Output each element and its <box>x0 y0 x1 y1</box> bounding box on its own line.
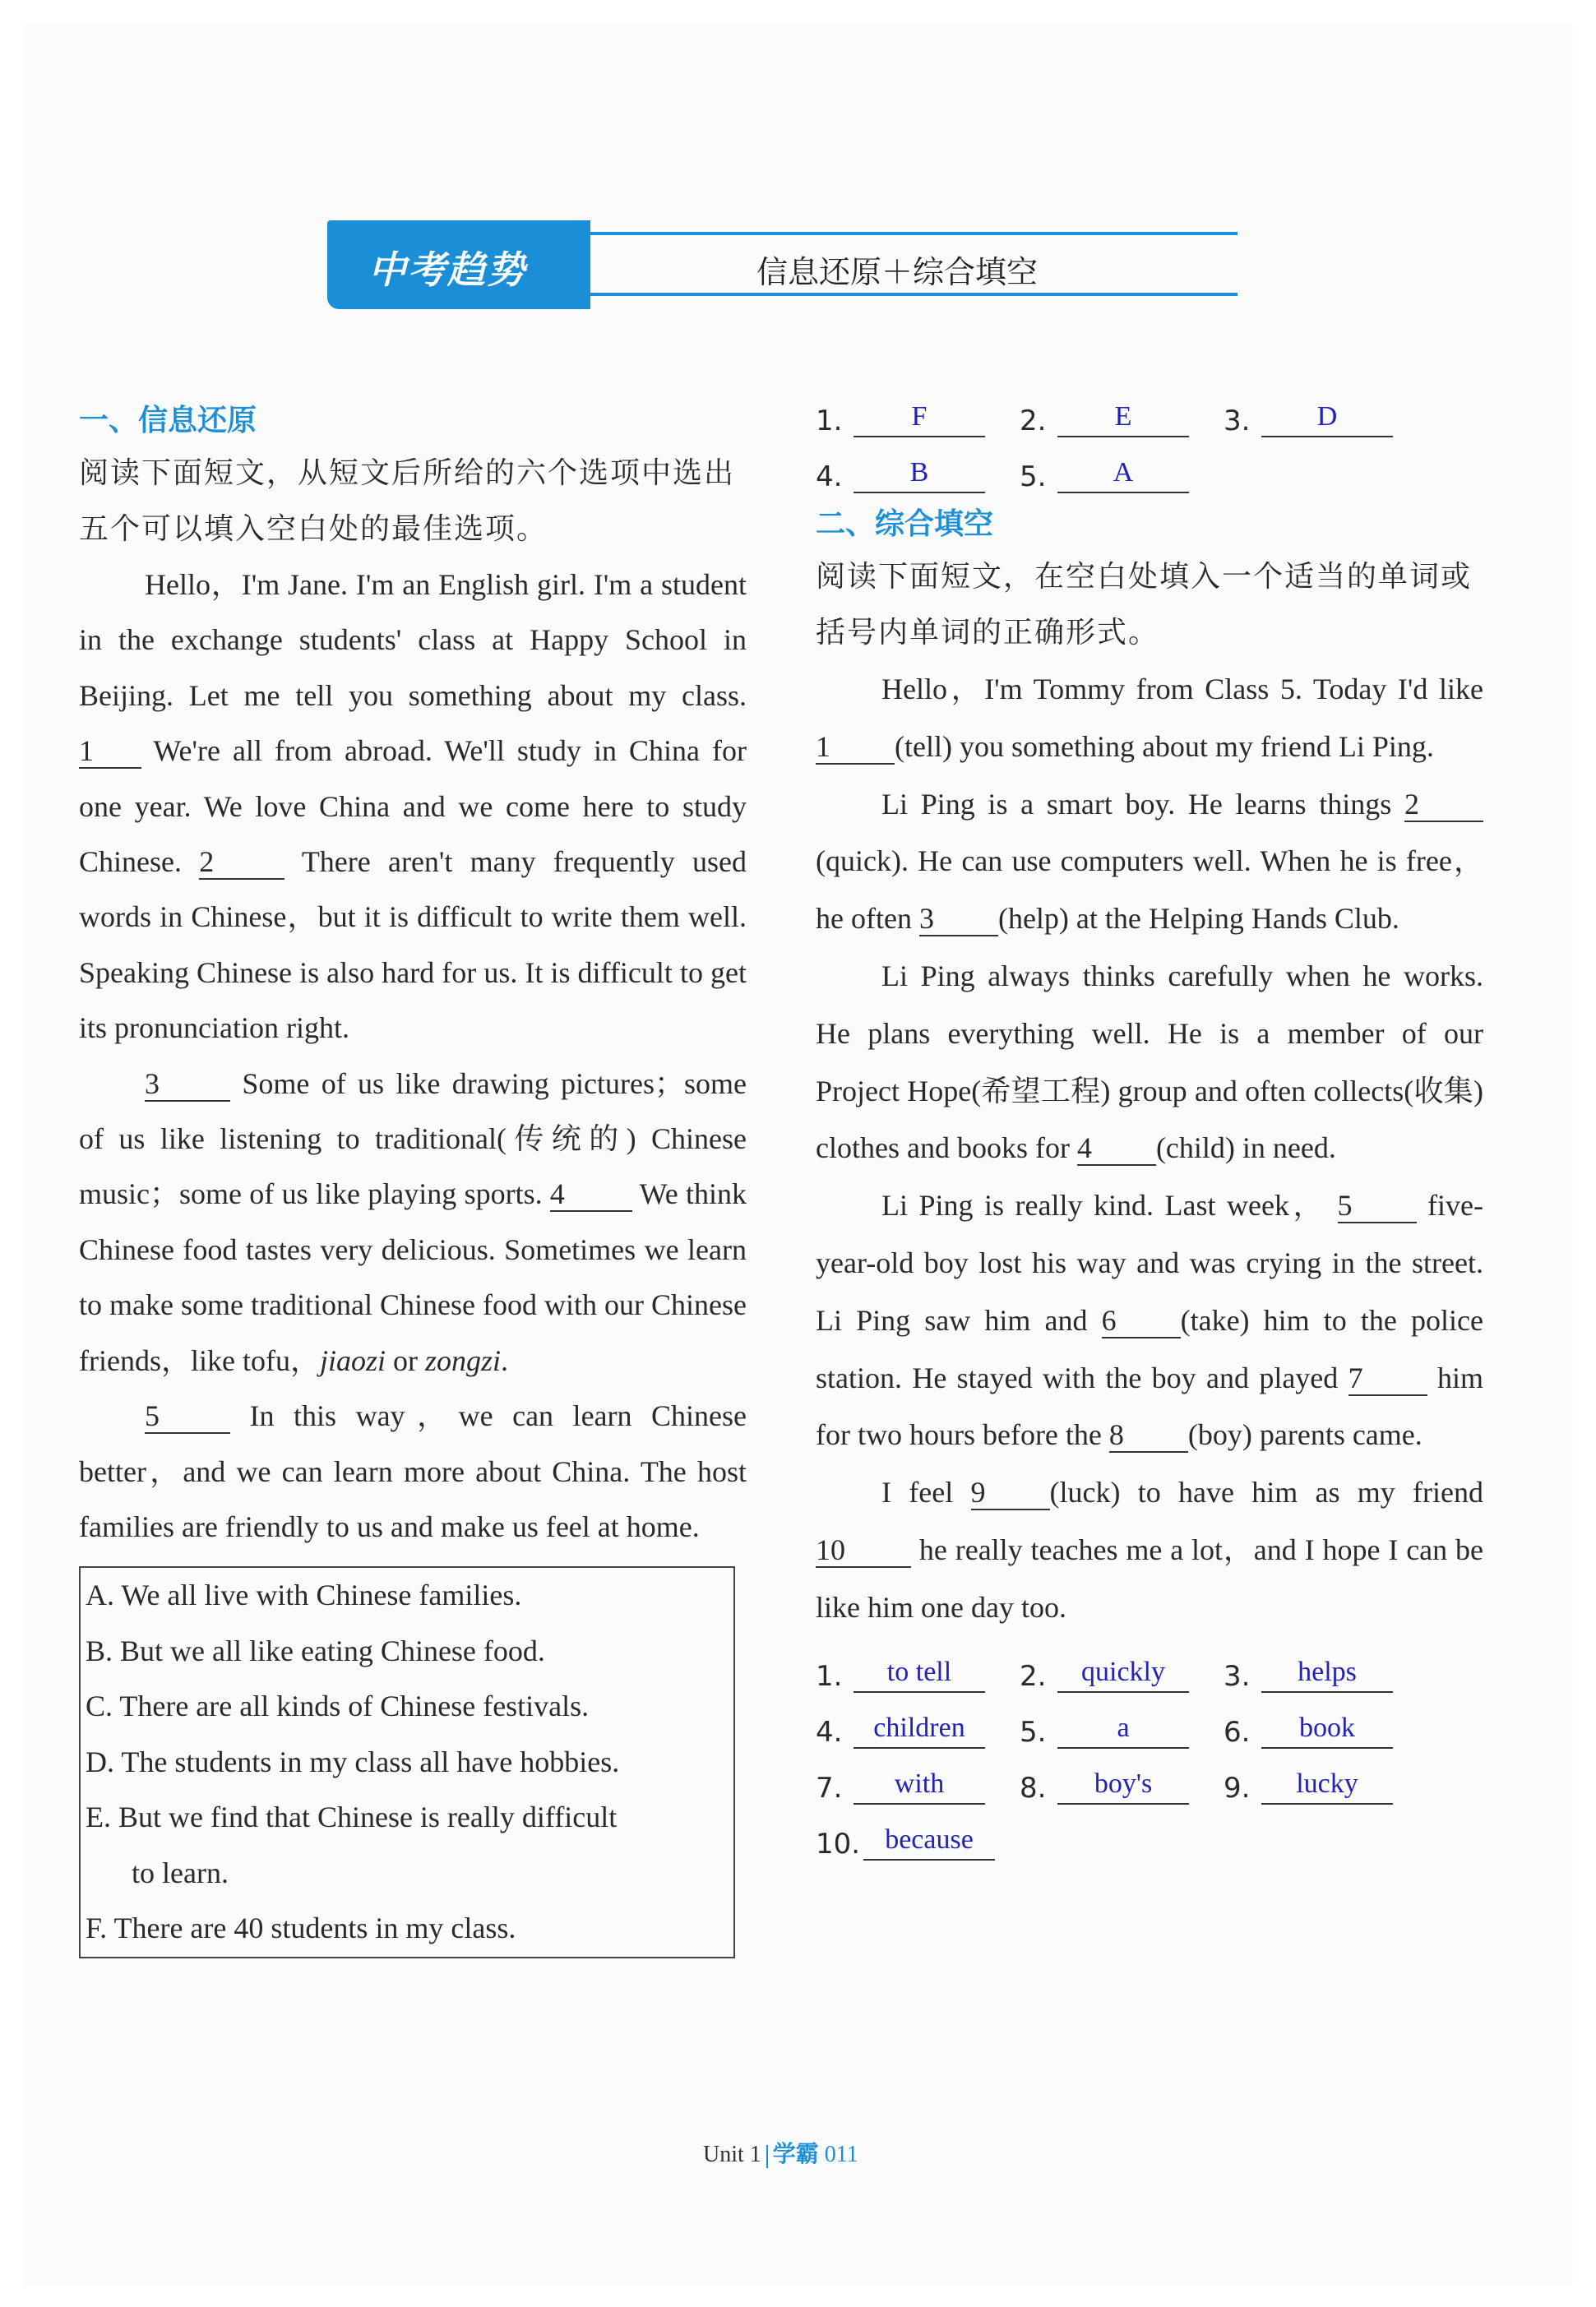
passage1-italic-jiaozi: jiaozi <box>319 1343 386 1377</box>
section1-heading: 一、信息还原 <box>79 404 257 437</box>
right-column <box>816 400 1483 1861</box>
passage2-blank-6: 6 <box>1102 1304 1181 1338</box>
answer-number: 2. <box>1020 405 1047 437</box>
passage2-paragraph2 <box>816 776 1483 948</box>
section2-answer-row <box>816 1749 1483 1805</box>
passage1-text: We're all from abroad. We'll study in China for one year. We love China and we come here to study Chinese. <box>79 734 747 879</box>
passage2-text: I feel <box>881 1476 954 1509</box>
passage1-text: Some of us like drawing pictures；some of us like listening to traditional(传统的) Chinese music；some of us like playing sports. <box>79 1066 747 1211</box>
header-tab-label: 中考趋势 <box>368 247 526 292</box>
passage1-or: or <box>385 1343 425 1377</box>
section2-answer-row <box>816 1805 1483 1861</box>
answer-number: 5. <box>1020 1715 1047 1749</box>
option-c: C. There are all kinds of Chinese festivals. <box>86 1690 590 1723</box>
answer-number: 8. <box>1020 1771 1047 1805</box>
answer-number: 2. <box>1020 1659 1047 1693</box>
passage2-blank-5: 5 <box>1338 1189 1417 1223</box>
passage2-blank-8: 8 <box>1109 1418 1188 1453</box>
header-rule-bottom <box>576 293 1237 296</box>
passage2-text: (child) in need. <box>1155 1131 1336 1165</box>
passage2-text: (tell) you something about my friend Li Ping. <box>895 729 1434 763</box>
answer-value: F <box>854 398 985 437</box>
answer-number: 4. <box>816 460 843 493</box>
passage1-text: Hello，I'm Jane. I'm an English girl. I'm a student in the exchange students' class at Happy School in Beijing. Let me tell you something about my class. <box>79 568 747 712</box>
passage2-blank-9: 9 <box>971 1476 1050 1510</box>
passage1-paragraph1 <box>79 557 747 1056</box>
answer-value: a <box>1057 1709 1189 1749</box>
answer-number: 9. <box>1224 1771 1251 1805</box>
option-a: A. We all live with Chinese families. <box>86 1579 522 1612</box>
header-tab <box>327 220 590 309</box>
option-d: D. The students in my class all have hobbies. <box>86 1745 620 1778</box>
answer-value: because <box>863 1821 995 1861</box>
section2-instructions: 阅读下面短文，在空白处填入一个适当的单词或括号内单词的正确形式。 <box>816 560 1473 650</box>
passage2-paragraph5 <box>816 1464 1483 1636</box>
answer-number: 3. <box>1224 1659 1251 1693</box>
passage1-blank-1: 1 <box>79 734 141 769</box>
section1-answer-row <box>816 437 1483 493</box>
answer-number: 1. <box>816 405 843 437</box>
section1-instructions: 阅读下面短文，从短文后所给的六个选项中选出五个可以填入空白处的最佳选项。 <box>79 456 736 546</box>
footer-unit: Unit 1 <box>703 2142 761 2167</box>
passage2-blank-10: 10 <box>816 1533 911 1568</box>
answer-value: children <box>854 1709 985 1749</box>
passage2-paragraph3 <box>816 948 1483 1177</box>
answer-value: A <box>1057 454 1189 493</box>
passage2-blank-4: 4 <box>1077 1131 1156 1166</box>
section2-heading: 二、综合填空 <box>816 507 994 541</box>
passage1-italic-zongzi: zongzi <box>424 1343 501 1377</box>
passage2-text: (luck) to have him as my friend <box>1049 1476 1484 1509</box>
option-f: F. There are 40 students in my class. <box>86 1912 516 1945</box>
answer-value: E <box>1057 398 1189 437</box>
passage2-text: (boy) parents came. <box>1187 1418 1423 1452</box>
answer-number: 1. <box>816 1659 843 1693</box>
answer-value: boy's <box>1057 1765 1189 1805</box>
header-title: 信息还原＋综合填空 <box>756 254 1039 290</box>
passage1-text: There aren't many frequently used words in Chinese，but it is difficult to write them well. Speaking Chinese is also hard for us. It is difficult to get its pronunciation right. <box>79 845 747 1045</box>
options-box <box>79 1566 735 1958</box>
footer-separator <box>766 2145 768 2168</box>
passage2-blank-2: 2 <box>1404 788 1483 822</box>
passage1-blank-2: 2 <box>199 845 285 880</box>
answer-value: helps <box>1261 1653 1393 1693</box>
answer-value: D <box>1261 398 1393 437</box>
passage2-text: Li Ping always thinks carefully when he works. He plans everything well. He is a member of our Project Hope(希望工程) group and often collects(收集) clothes and books for <box>816 959 1483 1165</box>
option-b: B. But we all like eating Chinese food. <box>86 1634 545 1667</box>
passage1-text: We think Chinese food tastes very delicious. Sometimes we learn to make some traditional Chinese food with our Chinese friends，like tofu， <box>79 1177 747 1377</box>
passage2-paragraph1 <box>816 661 1483 776</box>
section2-answer-row <box>816 1693 1483 1749</box>
footer-page-number: 011 <box>824 2142 858 2167</box>
passage1-paragraph2 <box>79 1056 747 1389</box>
option-e: E. But we find that Chinese is really difficult <box>86 1801 618 1834</box>
section1-column <box>79 400 747 1958</box>
passage2-blank-3: 3 <box>919 902 998 936</box>
passage2-blank-1: 1 <box>816 730 895 765</box>
passage1-blank-5: 5 <box>145 1399 230 1434</box>
header-rule-top <box>576 232 1237 235</box>
option-e-continued: to learn. <box>132 1856 229 1889</box>
passage2-text: (quick). He can use computers well. When he is free，he often <box>816 844 1483 936</box>
passage1-blank-4: 4 <box>550 1177 632 1212</box>
passage2-paragraph4 <box>816 1177 1483 1464</box>
answer-value: with <box>854 1765 985 1805</box>
answer-number: 6. <box>1224 1715 1251 1749</box>
passage2-blank-7: 7 <box>1349 1362 1427 1396</box>
page-footer <box>703 2136 858 2169</box>
section1-answer-row <box>816 381 1483 437</box>
passage1-blank-3: 3 <box>145 1067 230 1102</box>
answer-number: 10. <box>816 1827 861 1861</box>
passage2-text: (take) him to the police station. He stayed with the boy and played <box>816 1303 1483 1394</box>
passage1-period: . <box>501 1343 508 1377</box>
answer-value: B <box>854 454 985 493</box>
answer-value: quickly <box>1057 1653 1189 1693</box>
passage1-paragraph3 <box>79 1389 747 1555</box>
answer-value: book <box>1261 1709 1393 1749</box>
passage2-text: Li Ping is really kind. Last week， <box>881 1189 1327 1223</box>
passage2-text: him for two hours before the <box>816 1361 1484 1452</box>
section2-answer-row <box>816 1637 1483 1693</box>
passage2-text: Li Ping is a smart boy. He learns things <box>881 787 1392 821</box>
answer-number: 5. <box>1020 460 1047 493</box>
answer-number: 3. <box>1224 405 1251 437</box>
passage2-text: (help) at the Helping Hands Club. <box>997 902 1399 936</box>
passage2-text: five-year-old boy lost his way and was crying in the street. Li Ping saw him and <box>816 1189 1484 1337</box>
answer-value: lucky <box>1261 1765 1393 1805</box>
answer-number: 4. <box>816 1715 843 1749</box>
answer-number: 7. <box>816 1771 843 1805</box>
passage2-text: he really teaches me a lot，and I hope I can be like him one day too. <box>816 1533 1484 1624</box>
answer-value: to tell <box>854 1653 985 1693</box>
footer-brand: 学霸 <box>772 2140 819 2167</box>
passage2-text: Hello，I'm Tommy from Class 5. Today I'd like <box>881 673 1483 705</box>
passage1-text: In this way，we can learn Chinese better，and we can learn more about China. The host families are friendly to us and make us feel at home. <box>79 1399 747 1543</box>
